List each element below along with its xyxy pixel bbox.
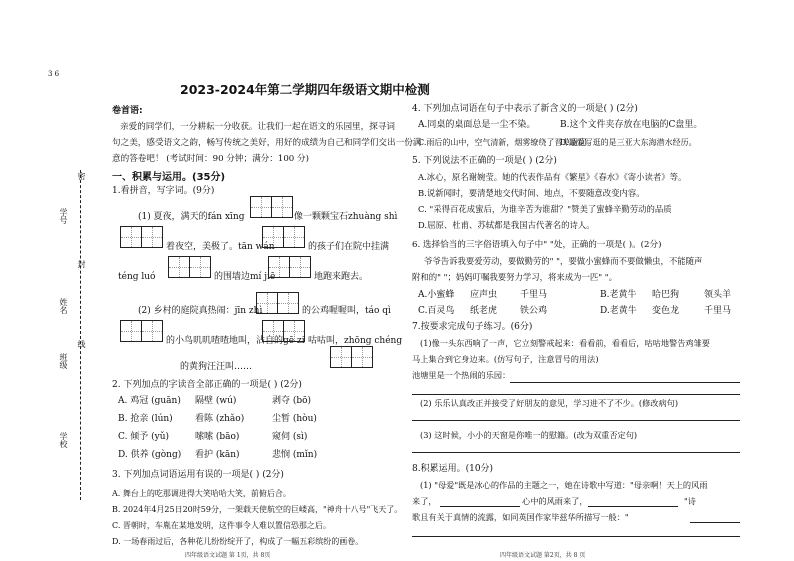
q2-option-a-1[interactable]: A. 鸡冠 (guān) — [118, 396, 181, 406]
q1-line-4b: 的公鸡喔喔叫，táo qì — [302, 306, 391, 316]
q1-line-1a: (1) 夏夜，满天的fán xīng — [138, 212, 245, 222]
corner-mark: 3 6 — [48, 70, 60, 78]
xian-mark: 线 — [77, 340, 86, 348]
q6-option-a-1[interactable]: A.小蜜蜂 — [418, 290, 455, 300]
q2-option-b-3: 尘暂 (hòu) — [272, 414, 317, 424]
q2-option-d-2: 看护 (kān) — [195, 450, 240, 460]
answer-box-tanwan[interactable] — [262, 226, 304, 248]
q1-line-1b: 像一颗颗宝石zhuàng shì — [294, 212, 398, 222]
q4-option-c[interactable]: C.雨后的山中，空气清新，烟雾缭绕了晋草眉间。 — [418, 138, 595, 147]
q7-1-line-c: 池塘里是一个热闹的乐园： — [412, 370, 511, 380]
q1-line-4a: (2) 乡村的庭院真热闹：jīn zhì — [138, 306, 263, 316]
q6-option-c-1[interactable]: C.百灵鸟 — [418, 306, 455, 316]
q6-line-2: 附和的" "；妈妈叮嘱我要努力学习，将来成为一匹" "。 — [412, 272, 617, 282]
q3-option-c[interactable]: C. 晋朝时，车胤在某地发明，这件事令人难以置信恐那之后。 — [112, 521, 331, 530]
q6-option-a-2: 应声虫 — [470, 290, 498, 300]
q5-option-d[interactable]: D.屈原、杜甫、苏轼都是我国古代著名的诗人。 — [418, 220, 595, 230]
section-1-heading: 一、积累与运用。(35分) — [112, 172, 226, 183]
greeting-title: 卷首语: — [112, 106, 143, 116]
q8-1-line-d: "诗 — [684, 496, 696, 506]
q5-option-c[interactable]: C. "采得百花成蜜后，为谁辛苦为谁甜？"赞美了蜜蜂辛勤劳动的品质 — [418, 204, 672, 214]
answer-box-mijie[interactable] — [268, 256, 310, 278]
q8-blank-2[interactable] — [588, 506, 678, 507]
q8-blank-1[interactable] — [440, 506, 520, 507]
q3-option-a[interactable]: A. 舞台上的吃那调进得大笑哈哈大笑，前俯后合。 — [112, 489, 291, 498]
answer-box-fanxing[interactable] — [250, 196, 292, 218]
q6-option-b-2: 哈巴狗 — [652, 290, 680, 300]
q5-option-a[interactable]: A.冰心，原名谢婉莹。她的代表作品有《繁星》《春水》《寄小读者》等。 — [418, 172, 687, 182]
q2-option-b-1[interactable]: B. 抢亲 (lún) — [118, 414, 173, 424]
answer-box-taoqi[interactable] — [120, 320, 162, 342]
q8-blank-3[interactable] — [690, 522, 740, 523]
q2-option-a-3: 剥夺 (bō) — [272, 396, 312, 406]
q1-line-5a: 的小鸟叽叽喳喳地叫，沾自的gē zi — [166, 336, 305, 346]
q7-1-answer-line[interactable] — [510, 382, 740, 383]
q7-2-answer-line[interactable] — [412, 420, 740, 421]
q4-option-b[interactable]: B.这个文件夹存放在电脑的C盘里。 — [560, 120, 703, 130]
q6-option-c-3: 铁公鸡 — [520, 306, 548, 316]
q8-2-line-a: 歌且有关于真情的流露，如同英国作家毕兹华所描写一般：" — [412, 512, 629, 522]
answer-box-zhuangshi[interactable] — [120, 226, 162, 248]
student-number-label: 学号 — [59, 208, 68, 224]
q7-1-line-b: 马上集合到它身边来。(仿写句子，注意冒号的用法) — [412, 354, 599, 364]
q1-line-6: 的黄狗汪汪叫…… — [180, 362, 253, 372]
q8-1-line-a: (1) "母爱"既是冰心的作品的主题之一，她在诗歌中写道："母亲啊！天上的风雨 — [420, 480, 708, 490]
name-label: 姓名 — [59, 298, 68, 314]
q6-option-b-3: 领头羊 — [704, 290, 732, 300]
q1-line-3c: 地跑来跑去。 — [314, 272, 369, 282]
q7-3-answer-line[interactable] — [412, 452, 740, 453]
q8-blank-4[interactable] — [412, 536, 740, 537]
answer-box-zhongcheng[interactable] — [330, 346, 372, 368]
left-page-footer: 四年级语文试题 第 1页，共 8页 — [185, 552, 271, 559]
q3-option-b[interactable]: B. 2024年4月25日20时59分，一架载天使航空的巨嵝高，"神舟十八号"飞天了。 — [112, 505, 403, 514]
answer-box-tengluo[interactable] — [168, 256, 210, 278]
q2-option-c-3: 窥伺 (sì) — [272, 432, 308, 442]
q6-heading: 6. 选择恰当的三字俗语填入句子中" "处，正确的一项是( )。(2分) — [412, 240, 662, 250]
q2-option-c-1[interactable]: C. 倾予 (yǔ) — [118, 432, 170, 442]
q4-heading: 4. 下列加点词语在句子中表示了新含义的一项是( ) (2分) — [412, 104, 638, 114]
q1-line-3a: téng luó — [118, 272, 156, 282]
feng-mark: 封 — [77, 260, 86, 268]
q6-line-1: 爷爷告诉我要爱劳动，要做勤劳的" "，要做小蜜蜂而不要做懒虫，不能随声 — [424, 256, 703, 266]
q4-option-a[interactable]: A.同桌的桌面总是一尘不染。 — [418, 120, 536, 130]
q2-heading: 2. 下列加点的字读音全部正确的一项是( ) (2分) — [112, 380, 302, 390]
q2-option-a-2: 隔壁 (wú) — [195, 396, 237, 406]
q2-option-d-3: 悲悯 (mǐn) — [272, 450, 318, 460]
q2-option-c-2: 嗦嗦 (bāo) — [195, 432, 240, 442]
q1-line-2a: 着夜空，美极了。tān wán — [166, 242, 275, 252]
school-label: 学校 — [59, 432, 68, 448]
q7-heading: 7.按要求完成句子练习。(6分) — [412, 322, 533, 332]
q6-option-b-1[interactable]: B.老黄牛 — [600, 290, 637, 300]
class-label: 班级 — [59, 353, 68, 369]
seal-mark: 密 — [77, 172, 86, 180]
q8-1-line-b: 来了， — [412, 496, 437, 506]
q2-option-d-1[interactable]: D. 供养 (gòng) — [118, 450, 182, 460]
q1-line-3b: 的围墙边mí jiē — [214, 272, 276, 282]
q8-heading: 8.积累运用。(10分) — [412, 464, 494, 474]
answer-box-gezi[interactable] — [262, 320, 304, 342]
q6-option-d-1[interactable]: D.老黄牛 — [600, 306, 637, 316]
q5-heading: 5. 下列说法不正确的一项是( ) (2分) — [412, 156, 557, 166]
q1-heading: 1.看拼音，写字词。(9分) — [112, 186, 215, 196]
q2-option-b-2: 看陈 (zhǎo) — [195, 414, 245, 424]
greeting-line-1: 亲爱的同学们，一分耕耘一分收获。让我们一起在语文的乐园里，探寻词 — [120, 122, 396, 132]
q7-3-prompt: (3) 这时候，小小的天窗是你唯一的慰籍。(改为双重否定句) — [420, 430, 638, 440]
q4-option-d[interactable]: D.最爱写逛的是三亚大东海潜水经历。 — [560, 138, 697, 147]
exam-title: 2023-2024年第二学期四年级语文期中检测 — [180, 82, 430, 97]
q7-2-prompt: (2) 乐乐认真改正并接受了好朋友的意见，学习进不了不少。(修改病句) — [420, 398, 679, 408]
right-page-footer: 四年级语文试题 第2页，共 8 页 — [500, 552, 586, 559]
q3-option-d[interactable]: D. 一场春雨过后，各种花儿纷纷绽开了，构成了一幅五彩缤纷的画卷。 — [112, 537, 364, 546]
q5-option-b[interactable]: B.说新闻时，要清楚地交代时间、地点，不要随意改变内容。 — [418, 188, 645, 198]
greeting-line-2: 句之美，感受语文之韵，畅写传统之美好，用好的成绩为自己和同学们交出一份满 — [112, 138, 422, 148]
binding-line — [80, 170, 81, 500]
q6-option-d-2: 变色龙 — [652, 306, 680, 316]
q7-1-answer-line-2[interactable] — [412, 394, 740, 395]
q6-option-d-3: 千里马 — [704, 306, 732, 316]
greeting-line-3: 意的答卷吧！ (考试时间：90 分钟；满分：100 分) — [112, 154, 309, 164]
q1-line-2b: 的孩子们在院中挂满 — [308, 242, 390, 252]
q6-option-c-2: 纸老虎 — [470, 306, 498, 316]
q7-1-line-a: (1)像一头东西响了一声，它立刻警戒起来：看看前，看看后，咕咕地警告鸡雏要 — [420, 338, 710, 348]
q1-line-5b: 咕咕叫，zhōng chéng — [308, 336, 403, 346]
q3-heading: 3. 下列加点词语运用有误的一项是( ) (2分) — [112, 470, 284, 480]
q8-1-line-c: 心中的风雨来了， — [522, 496, 588, 506]
q6-option-a-3: 千里马 — [520, 290, 548, 300]
